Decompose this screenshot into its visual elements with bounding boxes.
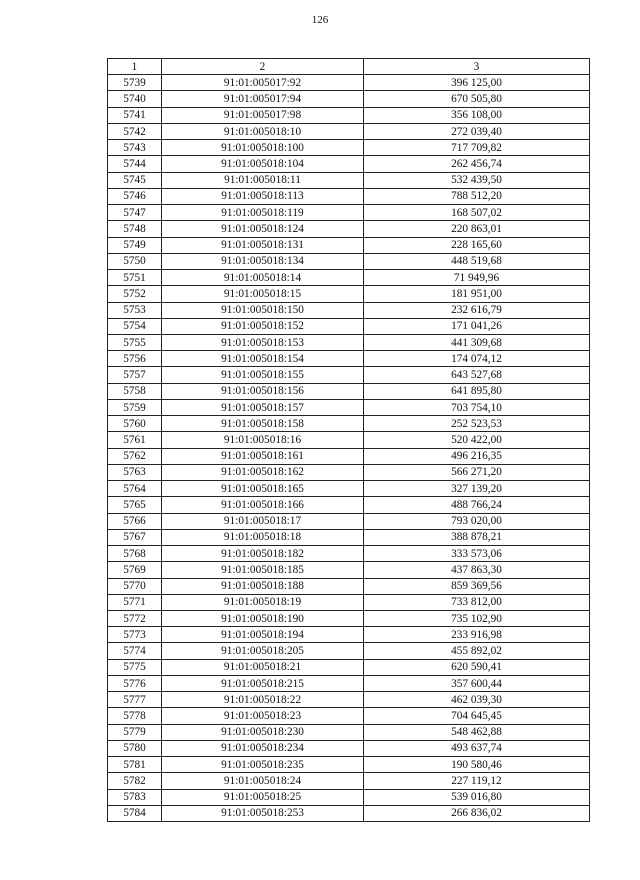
cadastral-value-cell: 190 580,46 <box>364 757 590 773</box>
cadastral-number-cell: 91:01:005018:234 <box>162 740 364 756</box>
cadastral-value-cell: 71 949,96 <box>364 270 590 286</box>
row-number-cell: 5766 <box>108 513 162 529</box>
row-number-cell: 5745 <box>108 172 162 188</box>
table-row <box>108 188 590 204</box>
row-number-cell: 5769 <box>108 562 162 578</box>
row-number-cell: 5763 <box>108 464 162 480</box>
table-row <box>108 643 590 659</box>
row-number-cell: 5761 <box>108 432 162 448</box>
cadastral-number-cell: 91:01:005018:18 <box>162 529 364 545</box>
table-row <box>108 107 590 123</box>
cadastral-number-cell: 91:01:005018:161 <box>162 448 364 464</box>
table-row <box>108 351 590 367</box>
table-row <box>108 481 590 497</box>
cadastral-value-cell: 496 216,35 <box>364 448 590 464</box>
column-header-value: 3 <box>364 59 590 75</box>
table-row <box>108 432 590 448</box>
cadastral-number-cell: 91:01:005018:10 <box>162 123 364 139</box>
table-row <box>108 513 590 529</box>
cadastral-value-cell: 181 951,00 <box>364 286 590 302</box>
row-number-cell: 5741 <box>108 107 162 123</box>
cadastral-number-cell: 91:01:005017:92 <box>162 75 364 91</box>
cadastral-number-cell: 91:01:005018:157 <box>162 399 364 415</box>
cadastral-value-cell: 168 507,02 <box>364 205 590 221</box>
cadastral-number-cell: 91:01:005018:162 <box>162 464 364 480</box>
cadastral-value-cell: 327 139,20 <box>364 481 590 497</box>
row-number-cell: 5773 <box>108 627 162 643</box>
row-number-cell: 5780 <box>108 740 162 756</box>
row-number-cell: 5752 <box>108 286 162 302</box>
table-row <box>108 253 590 269</box>
cadastral-number-cell: 91:01:005018:215 <box>162 675 364 691</box>
cadastral-value-cell: 455 892,02 <box>364 643 590 659</box>
cadastral-value-cell: 539 016,80 <box>364 789 590 805</box>
column-header-number: 1 <box>108 59 162 75</box>
table-row <box>108 334 590 350</box>
table-row <box>108 464 590 480</box>
page-number: 126 <box>311 14 329 26</box>
cadastral-value-cell: 356 108,00 <box>364 107 590 123</box>
column-header-cadastral-number: 2 <box>162 59 364 75</box>
row-number-cell: 5784 <box>108 805 162 821</box>
table-row <box>108 546 590 562</box>
table-row <box>108 237 590 253</box>
cadastral-number-cell: 91:01:005018:158 <box>162 416 364 432</box>
table-row <box>108 789 590 805</box>
cadastral-value-cell: 232 616,79 <box>364 302 590 318</box>
cadastral-value-cell: 174 074,12 <box>364 351 590 367</box>
row-number-cell: 5772 <box>108 610 162 626</box>
cadastral-number-cell: 91:01:005018:154 <box>162 351 364 367</box>
cadastral-value-cell: 859 369,56 <box>364 578 590 594</box>
cadastral-number-cell: 91:01:005018:235 <box>162 757 364 773</box>
cadastral-number-cell: 91:01:005018:14 <box>162 270 364 286</box>
cadastral-number-cell: 91:01:005018:11 <box>162 172 364 188</box>
row-number-cell: 5753 <box>108 302 162 318</box>
table-row <box>108 156 590 172</box>
table-row <box>108 205 590 221</box>
cadastral-value-cell: 488 766,24 <box>364 497 590 513</box>
cadastral-value-cell: 441 309,68 <box>364 334 590 350</box>
table-row <box>108 692 590 708</box>
table-row <box>108 627 590 643</box>
table-header-row <box>108 59 590 75</box>
row-number-cell: 5777 <box>108 692 162 708</box>
cadastral-number-cell: 91:01:005018:185 <box>162 562 364 578</box>
row-number-cell: 5756 <box>108 351 162 367</box>
row-number-cell: 5775 <box>108 659 162 675</box>
row-number-cell: 5774 <box>108 643 162 659</box>
cadastral-number-cell: 91:01:005018:100 <box>162 140 364 156</box>
row-number-cell: 5778 <box>108 708 162 724</box>
table-row <box>108 123 590 139</box>
cadastral-value-cell: 733 812,00 <box>364 594 590 610</box>
row-number-cell: 5782 <box>108 773 162 789</box>
cadastral-value-cell: 735 102,90 <box>364 610 590 626</box>
row-number-cell: 5747 <box>108 205 162 221</box>
table-row <box>108 529 590 545</box>
row-number-cell: 5748 <box>108 221 162 237</box>
table-body <box>108 59 590 822</box>
row-number-cell: 5781 <box>108 757 162 773</box>
row-number-cell: 5758 <box>108 383 162 399</box>
table-row <box>108 75 590 91</box>
row-number-cell: 5767 <box>108 529 162 545</box>
cadastral-value-cell: 227 119,12 <box>364 773 590 789</box>
cadastral-value-cell: 670 505,80 <box>364 91 590 107</box>
table-row <box>108 286 590 302</box>
row-number-cell: 5744 <box>108 156 162 172</box>
row-number-cell: 5746 <box>108 188 162 204</box>
table-row <box>108 399 590 415</box>
cadastral-number-cell: 91:01:005018:155 <box>162 367 364 383</box>
cadastral-number-cell: 91:01:005018:253 <box>162 805 364 821</box>
cadastral-number-cell: 91:01:005017:98 <box>162 107 364 123</box>
table-row <box>108 448 590 464</box>
cadastral-value-cell: 357 600,44 <box>364 675 590 691</box>
cadastral-value-cell: 643 527,68 <box>364 367 590 383</box>
cadastral-number-cell: 91:01:005018:25 <box>162 789 364 805</box>
cadastral-number-cell: 91:01:005018:23 <box>162 708 364 724</box>
table-row <box>108 578 590 594</box>
cadastral-value-cell: 493 637,74 <box>364 740 590 756</box>
cadastral-number-cell: 91:01:005018:156 <box>162 383 364 399</box>
table-row <box>108 562 590 578</box>
table-row <box>108 91 590 107</box>
table-row <box>108 318 590 334</box>
table-row <box>108 724 590 740</box>
cadastral-number-cell: 91:01:005018:15 <box>162 286 364 302</box>
cadastral-number-cell: 91:01:005018:150 <box>162 302 364 318</box>
table-row <box>108 416 590 432</box>
cadastral-value-cell: 704 645,45 <box>364 708 590 724</box>
cadastral-number-cell: 91:01:005018:16 <box>162 432 364 448</box>
row-number-cell: 5760 <box>108 416 162 432</box>
table-row <box>108 757 590 773</box>
row-number-cell: 5749 <box>108 237 162 253</box>
table-row <box>108 708 590 724</box>
row-number-cell: 5743 <box>108 140 162 156</box>
cadastral-value-cell: 520 422,00 <box>364 432 590 448</box>
cadastral-number-cell: 91:01:005018:230 <box>162 724 364 740</box>
cadastral-value-cell: 252 523,53 <box>364 416 590 432</box>
cadastral-value-cell: 788 512,20 <box>364 188 590 204</box>
row-number-cell: 5739 <box>108 75 162 91</box>
table-row <box>108 594 590 610</box>
cadastral-value-cell: 396 125,00 <box>364 75 590 91</box>
row-number-cell: 5764 <box>108 481 162 497</box>
cadastral-value-cell: 220 863,01 <box>364 221 590 237</box>
cadastral-number-cell: 91:01:005018:166 <box>162 497 364 513</box>
table-row <box>108 740 590 756</box>
cadastral-number-cell: 91:01:005018:182 <box>162 546 364 562</box>
table-row <box>108 140 590 156</box>
table-row <box>108 610 590 626</box>
cadastral-value-cell: 437 863,30 <box>364 562 590 578</box>
row-number-cell: 5750 <box>108 253 162 269</box>
table-row <box>108 773 590 789</box>
table-row <box>108 270 590 286</box>
cadastral-number-cell: 91:01:005018:24 <box>162 773 364 789</box>
row-number-cell: 5770 <box>108 578 162 594</box>
cadastral-value-cell: 233 916,98 <box>364 627 590 643</box>
cadastral-value-cell: 717 709,82 <box>364 140 590 156</box>
cadastral-value-cell: 548 462,88 <box>364 724 590 740</box>
cadastral-value-cell: 620 590,41 <box>364 659 590 675</box>
table-row <box>108 497 590 513</box>
row-number-cell: 5740 <box>108 91 162 107</box>
row-number-cell: 5779 <box>108 724 162 740</box>
cadastral-value-table <box>107 58 590 822</box>
cadastral-number-cell: 91:01:005018:190 <box>162 610 364 626</box>
cadastral-value-cell: 641 895,80 <box>364 383 590 399</box>
cadastral-number-cell: 91:01:005018:134 <box>162 253 364 269</box>
cadastral-number-cell: 91:01:005018:119 <box>162 205 364 221</box>
row-number-cell: 5754 <box>108 318 162 334</box>
table-row <box>108 302 590 318</box>
table-row <box>108 383 590 399</box>
table-row <box>108 221 590 237</box>
row-number-cell: 5783 <box>108 789 162 805</box>
row-number-cell: 5776 <box>108 675 162 691</box>
cadastral-number-cell: 91:01:005018:131 <box>162 237 364 253</box>
row-number-cell: 5742 <box>108 123 162 139</box>
cadastral-value-cell: 448 519,68 <box>364 253 590 269</box>
cadastral-number-cell: 91:01:005018:21 <box>162 659 364 675</box>
cadastral-value-cell: 462 039,30 <box>364 692 590 708</box>
cadastral-value-cell: 793 020,00 <box>364 513 590 529</box>
table-row <box>108 805 590 821</box>
cadastral-number-cell: 91:01:005018:165 <box>162 481 364 497</box>
row-number-cell: 5757 <box>108 367 162 383</box>
cadastral-number-cell: 91:01:005018:153 <box>162 334 364 350</box>
cadastral-number-cell: 91:01:005017:94 <box>162 91 364 107</box>
cadastral-value-cell: 388 878,21 <box>364 529 590 545</box>
cadastral-value-cell: 333 573,06 <box>364 546 590 562</box>
cadastral-number-cell: 91:01:005018:19 <box>162 594 364 610</box>
cadastral-number-cell: 91:01:005018:205 <box>162 643 364 659</box>
table-row <box>108 367 590 383</box>
cadastral-number-cell: 91:01:005018:152 <box>162 318 364 334</box>
row-number-cell: 5771 <box>108 594 162 610</box>
cadastral-value-cell: 228 165,60 <box>364 237 590 253</box>
row-number-cell: 5751 <box>108 270 162 286</box>
cadastral-value-cell: 171 041,26 <box>364 318 590 334</box>
cadastral-value-cell: 266 836,02 <box>364 805 590 821</box>
table-row <box>108 172 590 188</box>
cadastral-value-cell: 566 271,20 <box>364 464 590 480</box>
cadastral-number-cell: 91:01:005018:104 <box>162 156 364 172</box>
cadastral-value-cell: 262 456,74 <box>364 156 590 172</box>
row-number-cell: 5762 <box>108 448 162 464</box>
cadastral-number-cell: 91:01:005018:22 <box>162 692 364 708</box>
cadastral-value-cell: 272 039,40 <box>364 123 590 139</box>
row-number-cell: 5759 <box>108 399 162 415</box>
table-row <box>108 659 590 675</box>
cadastral-number-cell: 91:01:005018:113 <box>162 188 364 204</box>
cadastral-value-cell: 532 439,50 <box>364 172 590 188</box>
cadastral-number-cell: 91:01:005018:17 <box>162 513 364 529</box>
cadastral-number-cell: 91:01:005018:188 <box>162 578 364 594</box>
row-number-cell: 5768 <box>108 546 162 562</box>
row-number-cell: 5755 <box>108 334 162 350</box>
cadastral-number-cell: 91:01:005018:124 <box>162 221 364 237</box>
cadastral-number-cell: 91:01:005018:194 <box>162 627 364 643</box>
cadastral-value-cell: 703 754,10 <box>364 399 590 415</box>
table-row <box>108 675 590 691</box>
row-number-cell: 5765 <box>108 497 162 513</box>
